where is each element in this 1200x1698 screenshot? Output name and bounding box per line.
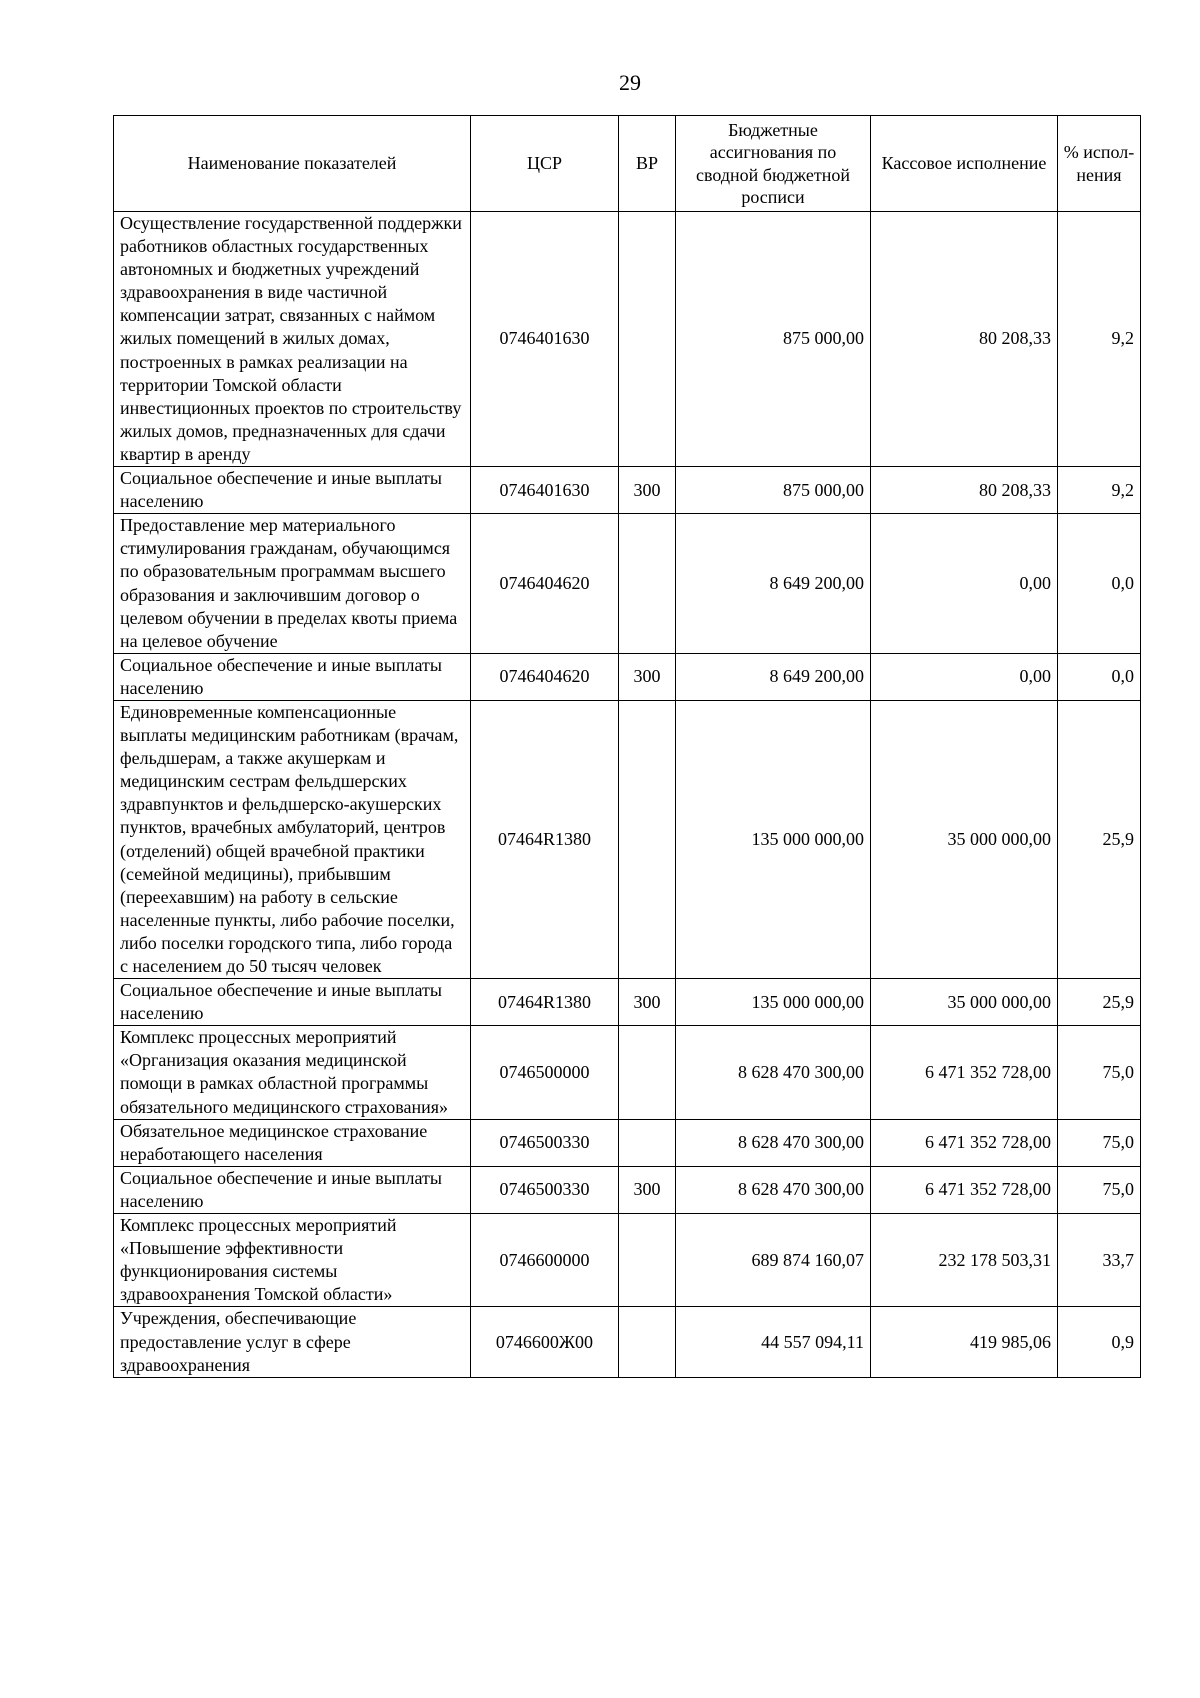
row-vr: 300 — [619, 979, 676, 1026]
table-row — [114, 979, 1141, 1026]
header-pct: % испол-нения — [1058, 116, 1141, 212]
row-vr — [619, 1119, 676, 1166]
row-pct: 25,9 — [1058, 979, 1141, 1026]
row-name: Комплекс процессных мероприятий «Повышение эффективности функционирования системы здравоохранения Томской области» — [114, 1214, 471, 1307]
row-csr: 0746500330 — [471, 1166, 619, 1213]
row-name: Социальное обеспечение и иные выплаты населению — [114, 653, 471, 700]
table-row — [114, 467, 1141, 514]
row-name: Социальное обеспечение и иные выплаты населению — [114, 467, 471, 514]
row-cash: 6 471 352 728,00 — [871, 1166, 1058, 1213]
row-cash: 80 208,33 — [871, 467, 1058, 514]
row-pct: 9,2 — [1058, 467, 1141, 514]
header-cash: Кассовое исполнение — [871, 116, 1058, 212]
table-row — [114, 653, 1141, 700]
table-row — [114, 1026, 1141, 1119]
budget-execution-table — [113, 115, 1141, 1378]
row-vr: 300 — [619, 1166, 676, 1213]
header-csr: ЦСР — [471, 116, 619, 212]
row-name: Социальное обеспечение и иные выплаты населению — [114, 979, 471, 1026]
row-budget: 689 874 160,07 — [676, 1214, 871, 1307]
row-budget: 875 000,00 — [676, 212, 871, 467]
page-number: 29 — [619, 70, 641, 95]
table-header-row — [114, 116, 1141, 212]
row-csr: 0746500330 — [471, 1119, 619, 1166]
row-vr — [619, 514, 676, 654]
row-name: Комплекс процессных мероприятий «Организация оказания медицинской помощи в рамках областной программы обязательного медицинского страхования» — [114, 1026, 471, 1119]
row-vr: 300 — [619, 653, 676, 700]
row-cash: 0,00 — [871, 653, 1058, 700]
row-pct: 75,0 — [1058, 1119, 1141, 1166]
row-pct: 9,2 — [1058, 212, 1141, 467]
row-cash: 0,00 — [871, 514, 1058, 654]
row-csr: 0746401630 — [471, 212, 619, 467]
row-pct: 0,9 — [1058, 1307, 1141, 1377]
row-csr: 0746404620 — [471, 653, 619, 700]
row-csr: 07464R1380 — [471, 979, 619, 1026]
header-name: Наименование показателей — [114, 116, 471, 212]
row-cash: 35 000 000,00 — [871, 979, 1058, 1026]
row-cash: 80 208,33 — [871, 212, 1058, 467]
row-vr — [619, 1307, 676, 1377]
row-budget: 8 628 470 300,00 — [676, 1119, 871, 1166]
row-budget: 875 000,00 — [676, 467, 871, 514]
row-pct: 33,7 — [1058, 1214, 1141, 1307]
row-csr: 0746600000 — [471, 1214, 619, 1307]
row-budget: 135 000 000,00 — [676, 979, 871, 1026]
table-row — [114, 514, 1141, 654]
row-cash: 232 178 503,31 — [871, 1214, 1058, 1307]
row-csr: 0746600Ж00 — [471, 1307, 619, 1377]
row-csr: 0746500000 — [471, 1026, 619, 1119]
row-budget: 135 000 000,00 — [676, 700, 871, 978]
row-budget: 8 649 200,00 — [676, 514, 871, 654]
row-cash: 6 471 352 728,00 — [871, 1026, 1058, 1119]
row-csr: 07464R1380 — [471, 700, 619, 978]
row-name: Обязательное медицинское страхование неработающего населения — [114, 1119, 471, 1166]
row-csr: 0746401630 — [471, 467, 619, 514]
row-vr — [619, 1026, 676, 1119]
table-row — [114, 212, 1141, 467]
row-pct: 0,0 — [1058, 514, 1141, 654]
row-pct: 75,0 — [1058, 1166, 1141, 1213]
row-pct: 0,0 — [1058, 653, 1141, 700]
row-cash: 6 471 352 728,00 — [871, 1119, 1058, 1166]
row-budget: 8 649 200,00 — [676, 653, 871, 700]
row-budget: 8 628 470 300,00 — [676, 1166, 871, 1213]
row-pct: 75,0 — [1058, 1026, 1141, 1119]
row-name: Учреждения, обеспечивающие предоставление услуг в сфере здравоохранения — [114, 1307, 471, 1377]
table-row — [114, 1307, 1141, 1377]
row-cash: 35 000 000,00 — [871, 700, 1058, 978]
row-csr: 0746404620 — [471, 514, 619, 654]
table-row — [114, 1166, 1141, 1213]
header-vr: ВР — [619, 116, 676, 212]
row-name: Предоставление мер материального стимулирования гражданам, обучающимся по образовательным программам высшего образования и заключившим договор о целевом обучении в пределах квоты приема на целевое обучение — [114, 514, 471, 654]
table-row — [114, 700, 1141, 978]
row-name: Осуществление государственной поддержки работников областных государственных автономных и бюджетных учреждений здравоохранения в виде частичной компенсации затрат, связанных с наймом жилых помещений в жилых домах, построенных в рамках реализации на территории Томской области инвестиционных проектов по строительству жилых домов, предназначенных для сдачи квартир в аренду — [114, 212, 471, 467]
row-name: Единовременные компенсационные выплаты медицинским работникам (врачам, фельдшерам, а также акушеркам и медицинским сестрам фельдшерских здравпунктов и фельдшерско-акушерских пунктов, врачебных амбулаторий, центров (отделений) общей врачебной практики (семейной медицины), прибывшим (переехавшим) на работу в сельские населенные пункты, либо рабочие поселки, либо поселки городского типа, либо города с населением до 50 тысяч человек — [114, 700, 471, 978]
row-budget: 44 557 094,11 — [676, 1307, 871, 1377]
row-vr — [619, 212, 676, 467]
row-vr — [619, 700, 676, 978]
table-row — [114, 1214, 1141, 1307]
header-budget: Бюджетные ассигнования по сводной бюджетной росписи — [676, 116, 871, 212]
row-budget: 8 628 470 300,00 — [676, 1026, 871, 1119]
row-cash: 419 985,06 — [871, 1307, 1058, 1377]
row-vr — [619, 1214, 676, 1307]
table-row — [114, 1119, 1141, 1166]
row-vr: 300 — [619, 467, 676, 514]
row-pct: 25,9 — [1058, 700, 1141, 978]
row-name: Социальное обеспечение и иные выплаты населению — [114, 1166, 471, 1213]
